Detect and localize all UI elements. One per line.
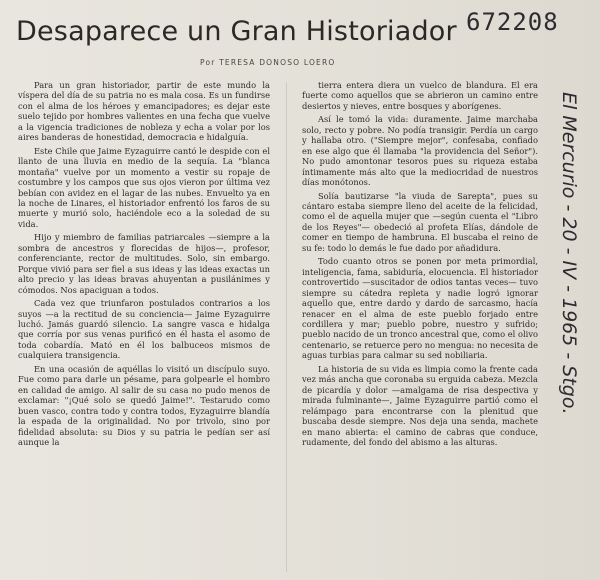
paragraph: Para un gran historiador, partir de este mundo la víspera del día de su patria no es mala cosa. Es un fundirse con el alma de los héroes y emancipadores; es dejar este suelo tejido por hombres valientes en una fecha que vuelve a la vigencia tradiciones de nobleza y echa a volar por los aires banderas de honestidad, democracia e hidalguía. (18, 80, 270, 143)
paragraph: Este Chile que Jaime Eyzaguirre cantó le despide con el llanto de una lluvia en medio de la sequía. La "blanca montaña" vuelve por un momento a vestir su ropaje de costumbre y los campos que sus ojos vieron por última vez bebían con avidez en el lagar de las nubes. Envuelto ya en la noche de Linares, el historiador enfrentó los faros de su muerte y murió solo, haciéndole eco a la soledad de su vida. (18, 145, 270, 229)
paragraph: Cada vez que triunfaron postulados contrarios a los suyos —a la rectitud de su conciencia— Jaime Eyzaguirre luchó. Jamás guardó silencio. La sangre vasca e hidalga que corría por sus venas purificó en él hasta el asomo de toda cobardía. Mató en él los balbuceos mismos de cualquiera transigencia. (18, 298, 270, 361)
paragraph: En una ocasión de aquéllas lo visitó un discípulo suyo. Fue como para darle un pésame, para golpearle el hombro en calidad de amigo. Al salir de su casa no pudo menos de exclamar: "¡Qué solo se quedó Jaime!". Testarudo como buen vasco, contra todo y contra todos, Eyzaguirre blandía la espada de la originalidad. No por trivolo, sino por fidelidad absoluta: su Dios y su patria le pedían ser así aunque la (18, 363, 270, 447)
paragraph: La historia de su vida es limpia como la frente cada vez más ancha que coronaba su erguida cabeza. Mezcla de picardía y dolor —amalgama de risa despectiva y mirada fulminante—, Jaime Eyzaguirre partió como el relámpago para encontrarse con la plenitud que buscaba desde siempre. Nos deja una senda, machete en mano abierta: el camino de cabras que conduce, rudamente, del fondo del abismo a las alturas. (302, 363, 538, 447)
column-divider (286, 82, 287, 572)
article-column-left (18, 80, 270, 450)
paragraph: Así le tomó la vida: duramente. Jaime marchaba solo, recto y pobre. No podía transigir. Perdía un cargo y hallaba otro. ("Siempre mejor", confesaba, confiado en ese algo que él llamaba "la providencia del Señor"). No pudo amontonar tesoros pues su riqueza estaba íntimamente más alto que la mediocridad de nuestros días monótonos. (302, 114, 538, 188)
article-title: Desaparece un Gran Historiador (16, 16, 457, 47)
article-column-right (302, 80, 538, 450)
paragraph: Todo cuanto otros se ponen por meta primordial, inteligencia, fama, sabiduría, elocuencia. El historiador controvertido —suscitador de odios tantas veces— tuvo siempre su cátedra repleta y nadie logró ignorar aquello que, entre dardo y dardo de sarcasmo, hacía renacer en el alma de este pueblo forjado entre cordillera y mar; pueblo pobre, nuestro y sufrido; pueblo nacido de un tronco ancestral que, como el olivo centenario, se retuerce pero no mengua: no necesita de aguas turbias para calmar su sed nobiliaria. (302, 256, 538, 361)
archive-number-handwritten: 672208 (466, 8, 559, 36)
source-annotation-handwritten: El Mercurio - 20 - IV - 1965 - Stgo. (558, 92, 580, 415)
paragraph: Solía bautizarse "la viuda de Sarepta", pues su cántaro estaba siempre lleno del aceite de la felicidad, como el de aquella mujer que —según cuenta el "Libro de los Reyes"— obedeció al profeta Elías, dándole de comer en tiempo de hambruna. El buscaba el reino de su fe: todo lo demás le fue dado por añadidura. (302, 190, 538, 253)
paragraph: tierra entera diera un vuelco de blandura. El era fuerte como aquellos que se abrieron un camino entre desiertos y nieves, entre bosques y aborígenes. (302, 80, 538, 111)
paragraph: Hijo y miembro de familias patriarcales —siempre a la sombra de ancestros y florecidas de hijos—, profesor, conferenciante, rector de multitudes. Solo, sin embargo. Porque vivió para ser fiel a sus ideas y las ideas exactas un alto precio y las ideas bravas ahuyentan a pusilánimes y cómodos. Nos apaciguan a todos. (18, 232, 270, 295)
article-byline: Por TERESA DONOSO LOERO (200, 58, 336, 67)
